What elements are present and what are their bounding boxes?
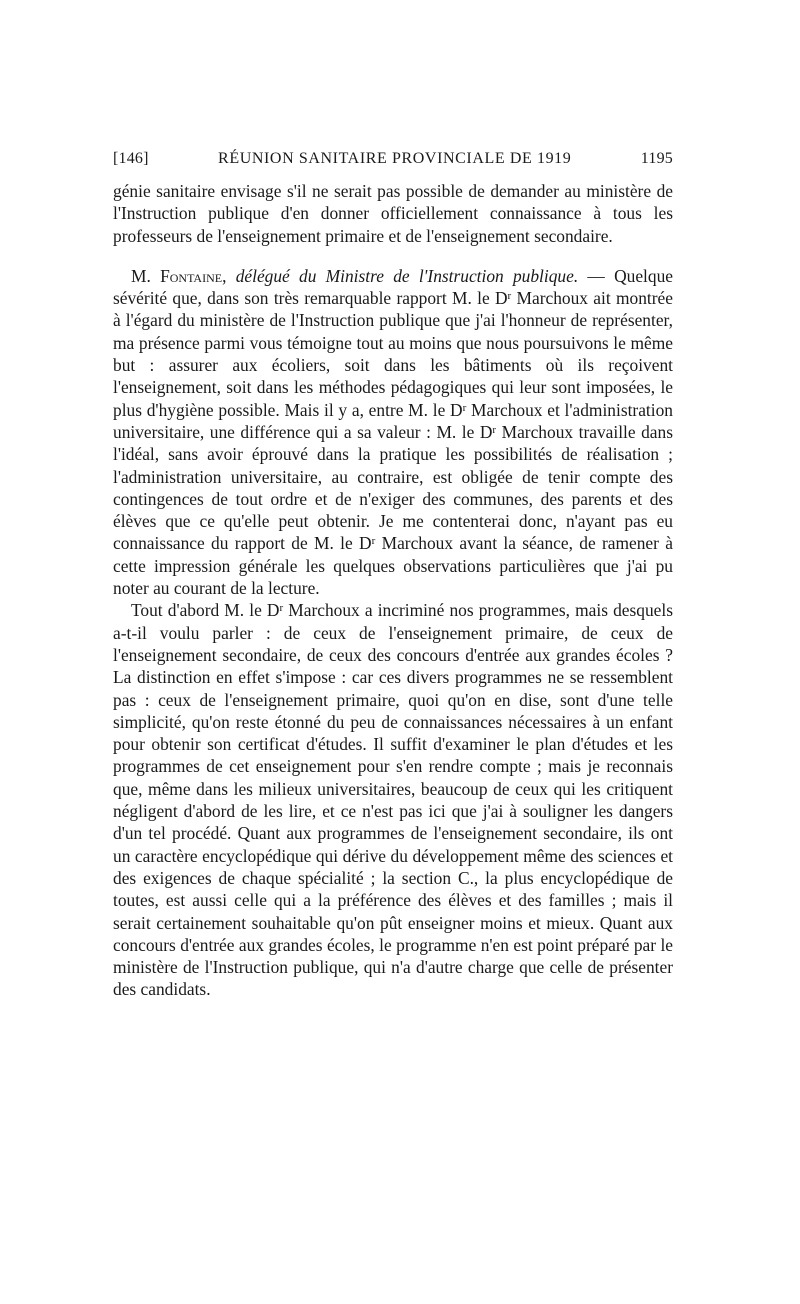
speaker-name: Fontaine	[160, 265, 223, 286]
speech-text-2: Marchoux ait montrée à l'égard du ministère de l'Instruction publique que j'ai l'honneur de représenter, ma présence parmi vous témoigne tout au moins que nous poursuivons le même but : assurer aux écoliers, soit dans les bâtiments où ils reçoivent l'enseignement, soit dans les méthodes pédagogiques qui leur sont imposées, le plus d'hygiène possible. Mais il y a, entre M. le D	[113, 288, 673, 420]
paragraph-fontaine-speech	[113, 265, 673, 599]
page-number: 1195	[640, 150, 673, 167]
superscript-r: r	[462, 401, 467, 414]
running-title: RÉUNION SANITAIRE PROVINCIALE DE 1919	[218, 150, 572, 167]
speech-text-4: Marchoux travaille dans l'idéal, sans avoir éprouvé dans la pratique les possibilités de réalisation ; l'administration universitaire, au contraire, est obligée de tenir compte des contingences de tout ordre et de n'exiger des communes, des parents et des élèves que ce qu'elle peut obtenir. Je me contenterai donc, n'ayant pas eu connaissance du rapport de M. le D	[113, 421, 673, 554]
paragraph-continuation: génie sanitaire envisage s'il ne serait pas possible de demander au ministère de l'Instruction publique d'en donner officiellement connaissance à tous les professeurs de l'enseignement primaire et de l'enseignement secondaire.	[113, 181, 673, 246]
document-page	[113, 150, 673, 1001]
superscript-r: r	[507, 290, 512, 303]
running-header	[113, 150, 673, 168]
paragraph-gap	[113, 247, 673, 265]
speaker-prefix: M.	[131, 265, 161, 286]
superscript-r: r	[279, 602, 284, 615]
speaker-separator: ,	[222, 265, 236, 286]
programmes-text-1: Tout d'abord M. le D	[131, 600, 280, 621]
speech-text-5: Marchoux avant la séance, de ramener à cette impression générale les quelques observations particulières que j'ai pu noter au courant de la lecture.	[113, 533, 673, 599]
paragraph-programmes	[113, 599, 673, 1000]
speech-text-1: — Quelque sévérité que, dans son très remarquable rapport M. le D	[113, 265, 673, 309]
programmes-text-2: Marchoux a incriminé nos programmes, mais desquels a-t-il voulu parler : de ceux de l'enseignement primaire, de ceux de l'enseignement secondaire, de ceux des concours d'entrée aux grandes écoles ? La distinction en effet s'impose : car ces divers programmes ne se ressemblent pas : ceux de l'enseignement primaire, quoi qu'on en dise, sont d'une telle simplicité, qu'on reste étonné du peu de connaissances nécessaires à un enfant pour obtenir son certificat d'études. Il suffit d'examiner le plan d'études et les programmes de cet enseignement pour s'en rendre compte ; mais je reconnais que, même dans les milieux universitaires, beaucoup de ceux qui les critiquent négligent d'abord de les lire, et ce n'est pas ici que j'ai à souligner les dangers d'un tel procédé. Quant aux programmes de l'enseignement secondaire, ils ont un caractère encyclopédique qui dérive du développement même des sciences et des exigences de chaque spécialité ; la section C., la plus encyclopédique de toutes, est aussi celle qui a la préférence des élèves et des familles ; mais il serait certainement souhaitable qu'on pût enseigner moins et mieux. Quant aux concours d'entrée aux grandes écoles, le programme n'en est point préparé par le ministère de l'Instruction publique, qui n'a d'autre charge que celle de présenter des candidats.	[113, 600, 673, 1000]
page-reference: [146]	[113, 150, 149, 167]
superscript-r: r	[492, 423, 497, 436]
superscript-r: r	[371, 535, 376, 548]
speech-text-3: Marchoux et l'administration universitaire, une différence qui a sa valeur : M. le D	[113, 399, 673, 442]
speaker-role: délégué du Ministre de l'Instruction publique.	[235, 265, 579, 286]
